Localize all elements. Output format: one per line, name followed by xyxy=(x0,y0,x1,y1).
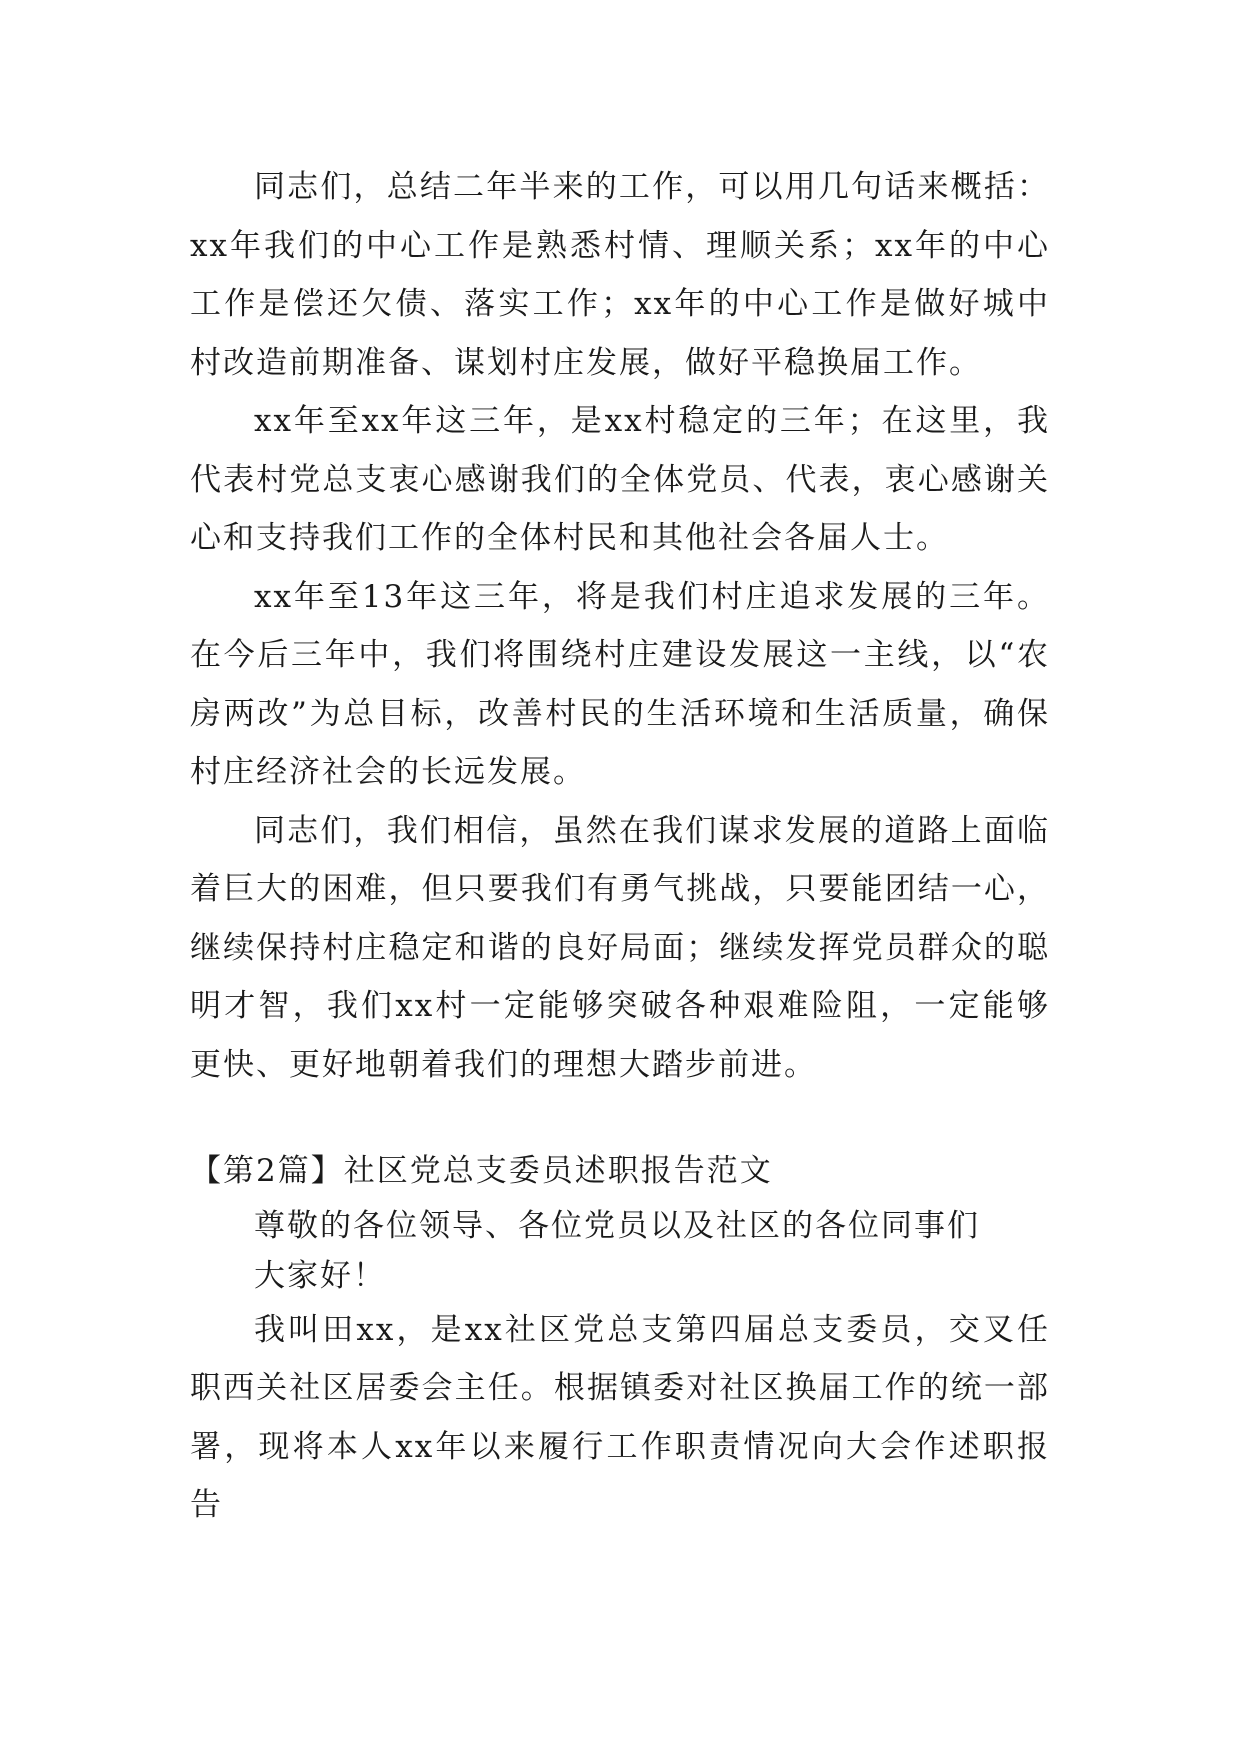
paragraph-closing: 同志们，我们相信，虽然在我们谋求发展的道路上面临着巨大的困难，但只要我们有勇气挑战，只要能团结一心，继续保持村庄稳定和谐的良好局面；继续发挥党员群众的聪明才智，我们xx村一定能够突破各种艰难险阻，一定能够更快、更好地朝着我们的理想大踏步前进。 xyxy=(190,812,1050,1083)
greeting-line: 尊敬的各位领导、各位党员以及社区的各位同事们 xyxy=(254,1207,980,1244)
salutation-line: 大家好！ xyxy=(254,1257,386,1294)
paragraph-introduction: 我叫田xx，是xx社区党总支第四届总支委员，交叉任职西关社区居委会主任。根据镇委对社区换届工作的统一部署，现将本人xx年以来履行工作职责情况向大会作述职报告 xyxy=(190,1311,1050,1523)
paragraph-plan: xx年至13年这三年，将是我们村庄追求发展的三年。在今后三年中，我们将围绕村庄建设发展这一主线，以“农房两改”为总目标，改善村民的生活环境和生活质量，确保村庄经济社会的长远发展。 xyxy=(190,578,1050,790)
section-heading: 【第2篇】社区党总支委员述职报告范文 xyxy=(190,1153,773,1189)
paragraph-summary: 同志们，总结二年半来的工作，可以用几句话来概括：xx年我们的中心工作是熟悉村情、理顺关系；xx年的中心工作是偿还欠债、落实工作；xx年的中心工作是做好城中村改造前期准备、谋划村庄发展，做好平稳换届工作。 xyxy=(190,169,1050,381)
paragraph-thanks: xx年至xx年这三年，是xx村稳定的三年；在这里，我代表村党总支衷心感谢我们的全体党员、代表，衷心感谢关心和支持我们工作的全体村民和其他社会各届人士。 xyxy=(190,403,1050,556)
document-body xyxy=(190,158,1050,1535)
